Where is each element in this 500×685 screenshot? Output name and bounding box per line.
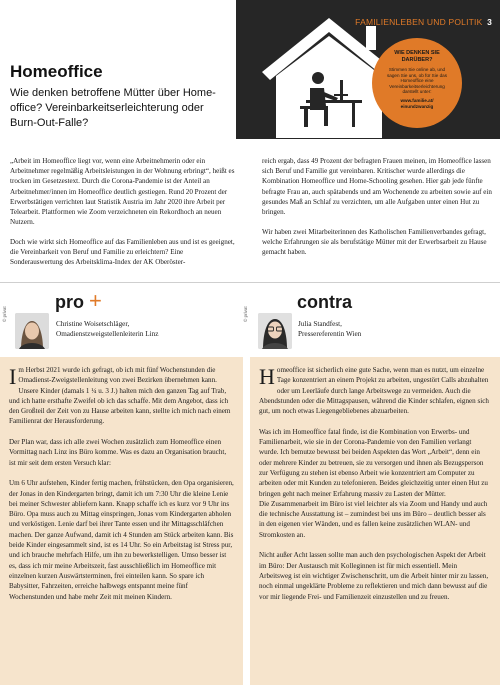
statement-text: m Herbst 2021 wurde ich gefragt, ob ich mit fünf Wochenstunden die Omadienst-Zweigstellenleitung von zwei Bezirken übernehmen kann. Unsere Kinder (damals 1 ¼ u. 3 J.) halten mich den ganzen Tag auf Trab, und ich hatte ersthafte Zweifel ob ich das schaffe. Mit dem Angebot, dass ich den Großteil der Zeit von zu Hause arbeiten kann, stellte ich mich nach einem Familienrat der Herausforderung. <box>9 366 231 426</box>
statement-paragraph: Der Plan war, dass ich alle zwei Wochen zusätzlich zum Homeoffice einen Vormittag nach Linz ins Büro komme. Was es dazu an Organisation braucht, ist mir seit dem ersten Versuch klar: <box>9 438 227 467</box>
contra-author <box>298 320 361 339</box>
portrait-icon <box>258 313 292 349</box>
statement-paragraph <box>9 365 234 427</box>
dropcap: H <box>259 364 275 389</box>
intro-paragraph: Wir haben zwei Mitarbeiterinnen des Katholischen Familienverbandes gefragt, welche Erfahrungen sie als berufstätige Mütter mit der Erwerbsarbeit zu Hause gemacht haben. <box>262 227 487 257</box>
portrait-icon <box>15 313 49 349</box>
statement-paragraph: Um 6 Uhr aufstehen, Kinder fertig machen, frühstücken, den Opa organisieren, der Jonas in den Kindergarten bringt, damit ich um 7:30 Uhr die kleine Lenie bei meiner Schwester abliefern kann. Knapp schaffe ich es kurz vor 9 Uhr ins Büro. Opa muss auch zu Mittag einspringen, Jonas vom Kindergarten abholen und verköstigen. Lenie darf bei ihrer Tante essen und ihr Mittagsschläfchen machen. Der ganze Aufwand, damit ich 4 Stunden am Stück arbeiten kann. Bis beide Kinder eingesammelt sind, ist es 14 Uhr. So ein Arbeitstag ist Stress pur, und ich brauche mehrfach Hilfe, um ihn zu bewerkstelligen. Umso besser ist es, dass ich mir meine Arbeitszeit, fast ausschließlich im Homeoffice mit einzelnen kurzen Auswärtsterminen, frei einteilen kann. So spare ich Babysitter, Fahrzeiten, erreiche halbwegs entspannt meine fünf Wochenstunden und habe mehr Zeit mit meinen Kindern. <box>9 479 234 601</box>
intro-column-left <box>10 156 236 277</box>
intro-paragraph: „Arbeit im Homeoffice liegt vor, wenn eine Arbeitnehmerin oder ein Arbeitnehmer regelmäßig Arbeitsleistungen in der Wohnung erbringt“, heißt es trocken im Gesetzestext. Durch die Corona-Pandemie ist der Anteil an Arbeitnehmer/innen im Homeoffice deutlich gestiegen. Rund 20 Prozent der Erwerbstätigen verrichten laut Statistik Austria im Jahr 2020 ihre Arbeit per Telearbeit. Plattformen wie Zoom verzeichneten ein Rekordhoch an neuen Nutzern. <box>10 157 235 227</box>
dropcap: I <box>9 364 17 389</box>
section-header <box>355 17 492 27</box>
intro-column-right <box>262 156 492 267</box>
contra-heading: contra <box>297 292 353 312</box>
pro-heading <box>55 288 102 313</box>
photo-credit: © privat <box>243 306 248 322</box>
promo-url-link[interactable]: www.familie.at/ einundzwanzig <box>400 97 434 109</box>
pro-author <box>56 320 158 339</box>
statement-text: omeoffice ist sicherlich eine gute Sache, wenn man es nutzt, um einzelne Tage konzentriert an einem Projekt zu arbeiten, ungestört Calls abzuhalten oder um Leerläufe durch lange Arbeitswege zu vermeiden. Auch die Abendstunden oder die Mittagspausen, während die Kinder schlafen, eignen sich gut, um noch etwas Liegengebliebenes abzuarbeiten. <box>259 366 489 416</box>
page-subtitle: Wie denken betroffene Mütter über Home-office? Vereinbarkeitserleichterung oder Burn-Out-Falle? <box>10 87 216 129</box>
pro-statement-box <box>0 357 243 685</box>
vote-promo-badge[interactable] <box>372 38 462 128</box>
intro-paragraph: reich ergab, dass 49 Prozent der befragten Frauen meinen, im Homeoffice lassen sich Beruf und Familie gut vereinbaren. Kritischer wurde allerdings die Kombination Homeoffice und Home-Schooling gesehen. Hier gab jede fünfte befragte Frau an, auch spätabends und am Wochenende zu arbeiten sowie auf ein gesundes Maß an Schlaf zu verzichten, um alle Aufgaben unter einen Hut zu bringen. <box>262 157 492 217</box>
photo-credit: © privat <box>2 306 7 322</box>
statement-paragraph: Die Zusammenarbeit im Büro ist viel leichter als via Zoom und Handy und auch die technische Ausstattung ist – zumindest bei uns im Büro – deutlich besser als in den eigenen vier Wänden, und es fallen keine zusätzlichen WLAN- und Stromkosten an. <box>259 499 488 539</box>
avatar <box>258 313 292 349</box>
header-banner <box>236 0 500 139</box>
author-name: Christine Woisetschläger, <box>56 320 130 328</box>
intro-paragraph: Doch wie wirkt sich Homeoffice auf das Familienleben aus und ist es geeignet, die Vereinbarkeit von Beruf und Familie zu erleichtern? Eine Sonderauswertung des Arbeitsklima-Index der AK Oberöster- <box>10 237 235 267</box>
section-label: FAMILIENLEBEN UND POLITIK <box>355 17 483 27</box>
statement-paragraph: Was ich im Homeoffice fatal finde, ist die Kombination von Erwerbs- und Familienarbeit, wie sie in der Corona-Pandemie von den Familien verlangt wurde. Ich bemutze bewusst bei beiden Aspekten das Wort „Arbeit“, denn ein oder mehrere Kinder zu betreuen, sie zu versorgen und ihnen als Bezugsperson zur Verfügung zu stehen ist ebenso Arbeit wie konzentriert am Computer zu arbeiten oder mit Kunden zu telefonieren. Beides gleichzeitig unter einen Hut zu bringen geht nach meiner Erfahrung massiv zu Lasten der Mütter. <box>259 427 488 498</box>
plus-icon: + <box>89 288 102 313</box>
page-title: Homeoffice <box>10 62 103 81</box>
statement-paragraph <box>259 365 491 416</box>
author-role: Omadienstzweigstellenleiterin Linz <box>56 329 159 338</box>
author-name: Julia Standfest, <box>298 320 342 328</box>
statement-paragraph: Nicht außer Acht lassen sollte man auch den psychologischen Aspekt der Arbeit im Büro: Der Austausch mit Kolleginnen ist für mich essentiell. Mein Arbeitsweg ist ein wichtiger Zwischenschritt, um die Arbeit hinter mir zu lassen, noch einmal ungeklärte Probleme zu reflektieren und mich dann bewusst auf die vor mir liegende Frei- und Familienzeit einzustellen und zu freuen. <box>259 551 489 601</box>
promo-title: WIE DENKEN SIE DARÜBER? <box>394 50 440 63</box>
promo-body: Stimmen Sie online ab, und sagen Sie uns, ob für Sie das Homeoffice eine Vereinbarkeitserleichterung darstellt unter: <box>386 67 447 95</box>
section-divider <box>0 282 500 283</box>
pro-label: pro <box>55 292 84 312</box>
page-number: 3 <box>487 17 492 27</box>
author-role: Pressereferentin Wien <box>298 329 362 338</box>
contra-statement-box <box>250 357 500 685</box>
avatar <box>15 313 49 349</box>
